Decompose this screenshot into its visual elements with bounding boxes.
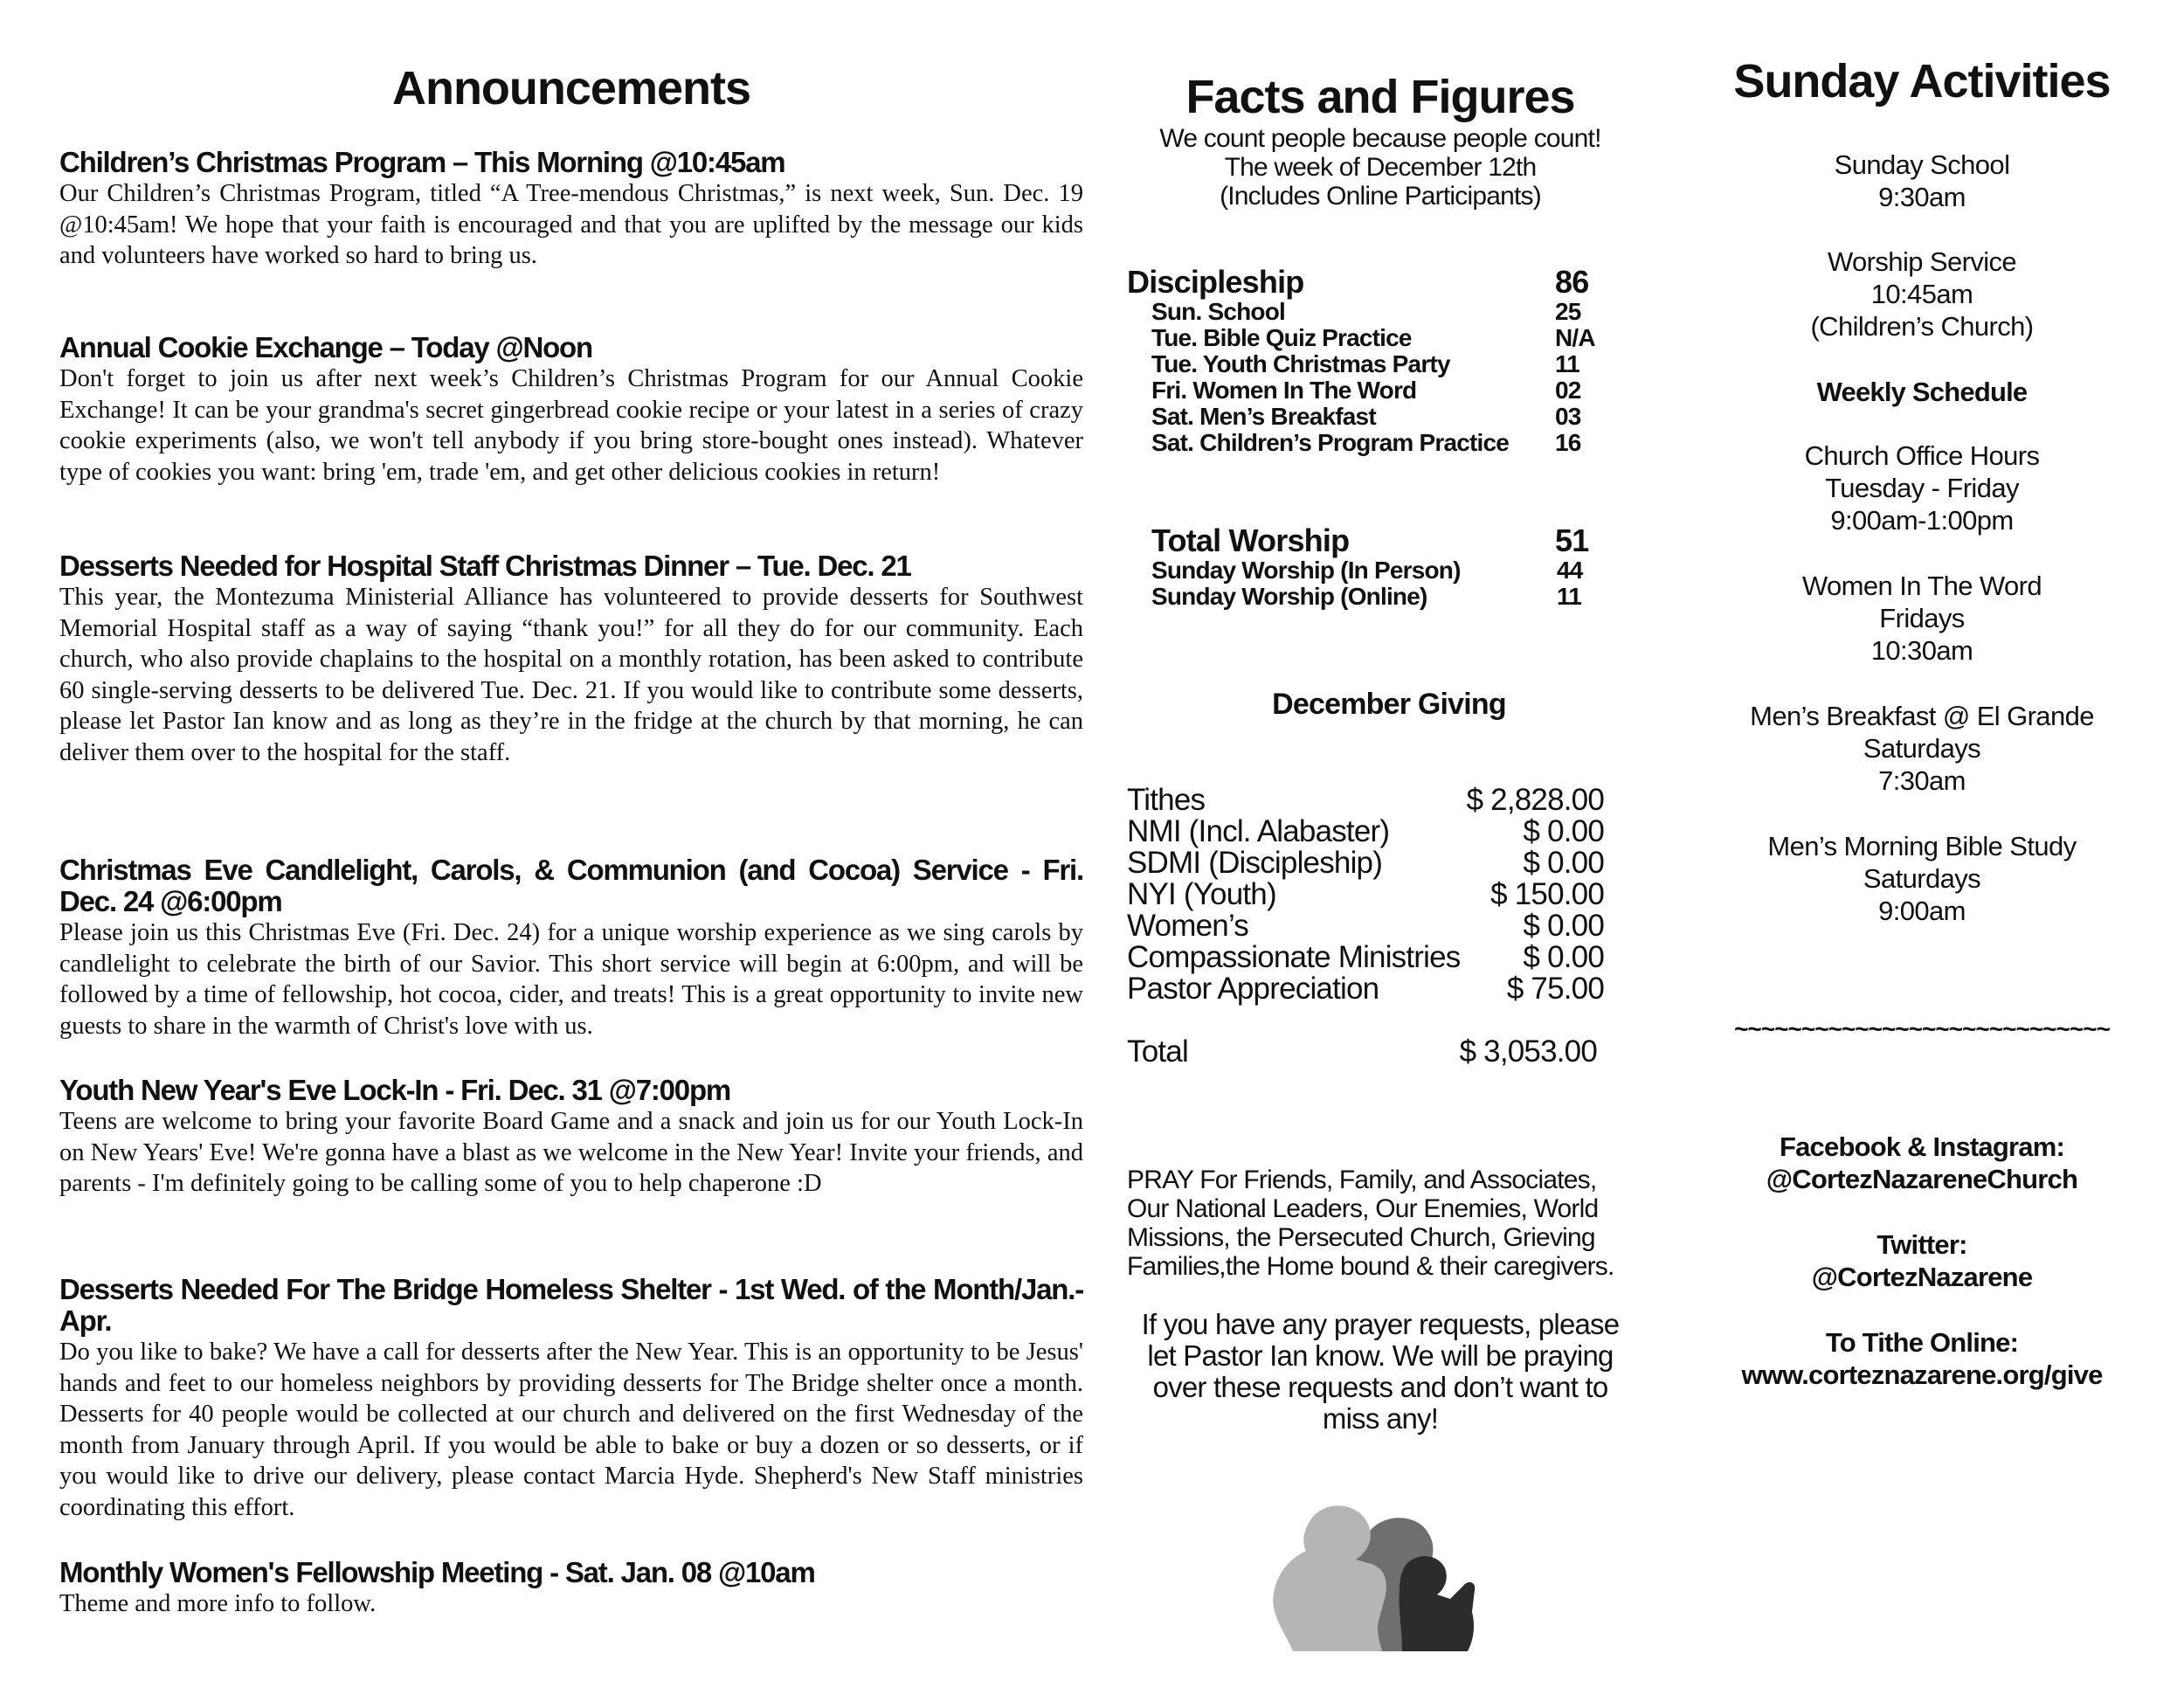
- giving-amount: $ 2,828.00: [1466, 783, 1604, 817]
- sunday-heading: Sunday Activities: [1733, 55, 2111, 107]
- giving-row: [1127, 942, 1604, 973]
- stat-label: Sun. School: [1151, 298, 1285, 325]
- facts-subtitle: [1127, 124, 1634, 211]
- tithe-url: www.corteznazarene.org/give: [1741, 1359, 2103, 1390]
- announcement-item: [59, 854, 1083, 1041]
- announcement-body: Our Children’s Christmas Program, titled “A Tree-mendous Christmas,” is next week, Sun. Dec. 19 @10:45am! We hope that your faith is encouraged and that you are uplifted by the message our kids and volunteers have worked so hard to bring us.: [59, 180, 1083, 269]
- giving-label: Pastor Appreciation: [1127, 972, 1379, 1006]
- giving-amount: $ 0.00: [1523, 846, 1604, 880]
- stat-value: 51: [1555, 522, 1589, 558]
- announcement-item: [59, 332, 1083, 488]
- announcement-body: This year, the Montezuma Ministerial Alliance has volunteered to provide desserts for Southwest Memorial Hospital staff as a way of saying “thank you!” for all they do for our community. Each church, who also provide chaplains to the hospital on a monthly rotation, has been asked to contribute 60 single-serving desserts to be delivered Tue. Dec. 21. If you would like to contribute some desserts, please let Pastor Ian know and as long as they’re in the fridge at the church by that morning, he can deliver them over to the hospital for the staff.: [59, 584, 1083, 766]
- announcement-title: Youth New Year's Eve Lock-In - Fri. Dec. 31 @7:00pm: [59, 1074, 731, 1106]
- giving-row: [1127, 785, 1604, 816]
- schedule-line: Worship Service: [1827, 246, 2017, 277]
- giving-amount: $ 0.00: [1523, 940, 1604, 974]
- discipleship-block: [1127, 266, 1651, 456]
- announcement-title: Desserts Needed For The Bridge Homeless Shelter - 1st Wed. of the Month/Jan.-Apr.: [59, 1273, 1083, 1337]
- announcement-item: [59, 550, 1083, 768]
- giving-amount: $ 0.00: [1523, 814, 1604, 848]
- stat-value: 11: [1555, 350, 1579, 377]
- announcements-heading: Announcements: [391, 62, 751, 114]
- announcement-item: [59, 1274, 1083, 1523]
- announcement-item: [59, 1557, 1083, 1620]
- stat-value: N/A: [1555, 324, 1595, 351]
- giving-row: [1127, 847, 1604, 879]
- facts-week: The week of December 12th: [1224, 153, 1537, 182]
- facts-tagline: We count people because people count!: [1159, 124, 1601, 153]
- giving-label: NYI (Youth): [1127, 877, 1276, 911]
- schedule-line: Sunday School: [1834, 149, 2010, 180]
- stat-value: 02: [1555, 377, 1581, 404]
- tithe-label: To Tithe Online:: [1825, 1327, 2019, 1358]
- mens-study-block: [1704, 830, 2140, 927]
- sunday-column: [1704, 54, 2140, 1391]
- stat-value: 16: [1555, 429, 1581, 456]
- announcement-body: Please join us this Christmas Eve (Fri. Dec. 24) for a unique worship experience as we sing carols by candlelight to celebrate the birth of our Savior. This short service will begin at 6:00pm, and will be followed by a time of fellowship, hot cocoa, cider, and treats! This is a great opportunity to invite new guests to share in the warmth of Christ's love with us.: [59, 919, 1083, 1040]
- announcement-title: Annual Cookie Exchange – Today @Noon: [59, 331, 592, 363]
- announcement-body: Don't forget to join us after next week’s Children’s Christmas Program for our Annual Cookie Exchange! It can be your grandma's secret gingerbread cookie recipe or your latest in a series of crazy cookie experiments (also, we won't tell anybody if you bring store-bought ones instead). Whatever type of cookies you want: bring 'em, trade 'em, and get other delicious cookies in return!: [59, 365, 1083, 486]
- stat-label: Tue. Youth Christmas Party: [1151, 350, 1450, 377]
- schedule-line: Men’s Breakfast @ El Grande: [1750, 701, 2094, 731]
- facebook-label: Facebook & Instagram:: [1779, 1131, 2064, 1162]
- giving-table: [1127, 785, 1604, 1068]
- schedule-line: 7:30am: [1878, 765, 1966, 796]
- stat-value: 86: [1555, 264, 1589, 300]
- giving-total-label: Total: [1127, 1034, 1188, 1069]
- stat-value: 03: [1555, 403, 1581, 430]
- stat-value: 11: [1557, 583, 1581, 610]
- giving-amount: $ 150.00: [1490, 877, 1604, 911]
- giving-total-row: [1127, 1036, 1604, 1068]
- stat-label: Sat. Children’s Program Practice: [1151, 429, 1510, 456]
- stat-label: Fri. Women In The Word: [1151, 377, 1417, 404]
- stat-value: 44: [1557, 557, 1583, 584]
- giving-total-amount: $ 3,053.00: [1459, 1034, 1597, 1069]
- schedule-line: Saturdays: [1863, 863, 1981, 894]
- weekly-schedule-heading: Weekly Schedule: [1816, 377, 2028, 407]
- divider-tilde: ~~~~~~~~~~~~~~~~~~~~~~~~~~~~: [1734, 1015, 2110, 1042]
- stat-label: Total Worship: [1151, 522, 1350, 558]
- stat-row: [1127, 351, 1651, 377]
- schedule-line: Tuesday - Friday: [1825, 473, 2019, 503]
- giving-label: Women’s: [1127, 909, 1248, 943]
- praying-people-illustration: [1258, 1468, 1485, 1651]
- giving-row: [1127, 910, 1604, 942]
- sunday-school-block: [1704, 149, 2140, 213]
- praying-figure-right: [1400, 1556, 1476, 1651]
- announcement-title: Monthly Women's Fellowship Meeting - Sat. Jan. 08 @10am: [59, 1556, 815, 1588]
- stat-label: Sunday Worship (In Person): [1151, 557, 1461, 584]
- announcement-body: Theme and more info to follow.: [59, 1590, 377, 1617]
- schedule-line: (Children’s Church): [1810, 311, 2034, 342]
- facts-heading: Facts and Figures: [1185, 71, 1575, 123]
- stat-row: [1127, 299, 1651, 325]
- giving-amount: $ 0.00: [1523, 909, 1604, 943]
- giving-label: Tithes: [1127, 783, 1206, 817]
- discipleship-total: [1127, 266, 1651, 299]
- announcement-item: [59, 147, 1083, 272]
- facebook-handle: @CortezNazareneChurch: [1766, 1164, 2078, 1194]
- announcement-title: Christmas Eve Candlelight, Carols, & Communion (and Cocoa) Service - Fri. Dec. 24 @6:00pm: [59, 854, 1083, 917]
- schedule-line: Fridays: [1879, 603, 1965, 633]
- stat-row: [1127, 325, 1651, 351]
- prayer-request-note: If you have any prayer requests, please let Pastor Ian know. We will be praying over these requests and don’t want to miss any!: [1141, 1308, 1620, 1435]
- worship-block: [1151, 524, 1651, 610]
- giving-label: SDMI (Discipleship): [1127, 846, 1383, 880]
- announcement-title: Desserts Needed for Hospital Staff Christmas Dinner – Tue. Dec. 21: [59, 550, 911, 582]
- schedule-line: 9:00am-1:00pm: [1830, 505, 2014, 536]
- stat-label: Tue. Bible Quiz Practice: [1151, 324, 1412, 351]
- giving-heading: December Giving: [1272, 688, 1506, 721]
- stat-row: [1127, 377, 1651, 404]
- social-block: [1704, 1131, 2140, 1391]
- giving-row: [1127, 879, 1604, 910]
- schedule-line: Saturdays: [1863, 733, 1981, 764]
- stat-label: Sunday Worship (Online): [1151, 583, 1427, 610]
- mens-breakfast-block: [1704, 700, 2140, 797]
- giving-row: [1127, 973, 1604, 1005]
- stat-row: [1127, 404, 1651, 430]
- schedule-line: 10:45am: [1870, 279, 1973, 309]
- giving-label: Compassionate Ministries: [1127, 940, 1461, 974]
- announcement-body: Do you like to bake? We have a call for desserts after the New Year. This is an opportunity to be Jesus' hands and feet to our homeless neighbors by providing desserts for The Bridge shelter once a month. Desserts for 40 people would be collected at our church and delivered on the first Wednesday of the month from January through April. If you would be able to bake or buy a dozen or so desserts, or if you would like to drive our delivery, please contact Marcia Hyde. Shepherd's New Staff ministries coordinating this effort.: [59, 1339, 1083, 1521]
- worship-service-block: [1704, 246, 2140, 342]
- giving-label: NMI (Incl. Alabaster): [1127, 814, 1390, 848]
- giving-amount: $ 75.00: [1506, 972, 1604, 1006]
- schedule-line: Church Office Hours: [1804, 440, 2040, 471]
- stat-label: Discipleship: [1127, 264, 1304, 300]
- facts-note: (Includes Online Participants): [1220, 182, 1541, 211]
- office-hours-block: [1704, 439, 2140, 536]
- stat-value: 25: [1555, 298, 1581, 325]
- giving-row: [1127, 816, 1604, 847]
- schedule-line: Women In The Word: [1801, 571, 2042, 601]
- twitter-label: Twitter:: [1876, 1229, 1967, 1260]
- twitter-handle: @CortezNazarene: [1811, 1262, 2033, 1292]
- announcement-body: Teens are welcome to bring your favorite Board Game and a snack and join us for our Youth Lock-In on New Years' Eve! We're gonna have a blast as we welcome in the New Year! Invite your friends, and parents - I'm definitely going to be calling some of you to help chaperone :D: [59, 1108, 1083, 1197]
- announcement-title: Children’s Christmas Program – This Morning @10:45am: [59, 146, 785, 178]
- schedule-line: Men’s Morning Bible Study: [1767, 831, 2077, 861]
- stat-row: [1127, 430, 1651, 456]
- women-word-block: [1704, 570, 2140, 667]
- stat-label: Sat. Men’s Breakfast: [1151, 403, 1376, 430]
- stat-row: [1151, 557, 1651, 584]
- announcement-item: [59, 1075, 1083, 1200]
- worship-total: [1151, 524, 1651, 557]
- schedule-line: 9:00am: [1878, 896, 1966, 926]
- stat-row: [1151, 584, 1651, 610]
- schedule-line: 9:30am: [1878, 182, 1966, 212]
- praying-figure-front: [1273, 1505, 1386, 1651]
- schedule-line: 10:30am: [1870, 635, 1973, 666]
- pray-list: PRAY For Friends, Family, and Associates, Our National Leaders, Our Enemies, World Missions, the Persecuted Church, Grieving Families,the Home bound & their caregivers.: [1127, 1166, 1614, 1281]
